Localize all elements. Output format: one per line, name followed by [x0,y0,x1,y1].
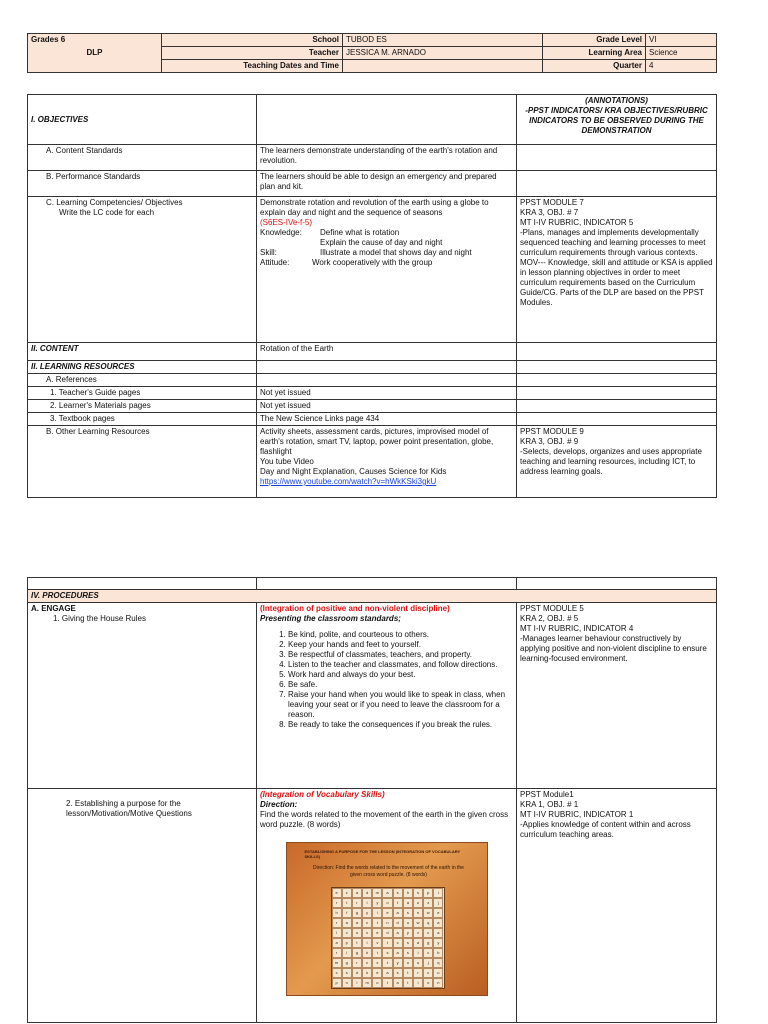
textbook-label: 3. Textbook pages [28,413,257,426]
skill-label: Skill: [260,248,277,257]
puzzle-letter: v [413,928,423,938]
puzzle-letter: p [423,888,433,898]
procedures-table [27,577,717,1023]
objectives-blank [257,95,517,145]
puzzle-letter: r [332,948,342,958]
puzzle-letter: s [342,968,352,978]
puzzle-letter: a [403,898,413,908]
puzzle-letter: a [352,918,362,928]
puzzle-letter: r [332,918,342,928]
puzzle-letter: c [362,958,372,968]
quarter-label: Quarter [543,60,646,73]
performance-standards-annotation [517,171,717,197]
puzzle-letter: a [393,908,403,918]
puzzle-letter: n [382,918,392,928]
puzzle-letter: t [342,898,352,908]
puzzle-letter: m [362,978,372,988]
lc-annotation-line: MOV--- Knowledge, skill and attitude or KSA is applied in lesson planning objectives in order to meet curriculum requirements based on the Curriculum Guide/CG. Parts of the DLP are based on the PPST Modules. [520,258,713,307]
puzzle-letter: p [332,978,342,988]
objectives-title: I. OBJECTIVES [28,95,257,145]
procedures-blank-2 [257,578,517,590]
puzzle-letter: s [413,888,423,898]
puzzle-letter: c [423,968,433,978]
puzzle-letter: r [352,958,362,968]
puzzle-letter: d [362,888,372,898]
puzzle-letter: m [332,958,342,968]
puzzle-letter: r [332,898,342,908]
crossword-puzzle-image [286,842,488,996]
textbook-value: The New Science Links page 434 [257,413,517,426]
puzzle-letter: h [332,908,342,918]
rules-annotation-line: KRA 2, OBJ. # 5 [520,614,579,623]
puzzle-letter: h [362,948,372,958]
puzzle-letter: l [372,908,382,918]
puzzle-letter: s [403,908,413,918]
puzzle-letter: z [423,898,433,908]
purpose-annotation-line: PPST Module1 [520,790,574,799]
puzzle-letter: n [413,908,423,918]
puzzle-letter: o [423,978,433,988]
puzzle-letter: x [372,958,382,968]
integration-vocabulary: (Integration of Vocabulary Skills) [260,790,385,799]
puzzle-letter: g [423,938,433,948]
performance-standards-text: The learners should be able to design an emergency and prepared plan and kit. [257,171,517,197]
knowledge-text-1: Define what is rotation [320,228,400,237]
content-standards-label: A. Content Standards [28,145,257,171]
objectives-table [27,94,717,498]
puzzle-letter: j [423,958,433,968]
lc-annotation [517,197,717,343]
puzzle-letter: g [352,948,362,958]
learning-area-value: Science [646,47,717,60]
video-title: Day and Night Explanation, Causes Science for Kids [260,467,447,476]
list-item: 2. Keep your hands and feet to yourself. [288,640,513,650]
puzzle-letter: b [433,948,443,958]
knowledge-label: Knowledge: [260,228,302,237]
puzzle-letter: e [372,928,382,938]
puzzle-letter: t [393,898,403,908]
resources-annotation-blank [517,361,717,374]
puzzle-letter: a [382,968,392,978]
puzzle-letter: g [342,958,352,968]
puzzle-letter: p [342,938,352,948]
purpose-annotation [517,789,717,1023]
engage-label: A. ENGAGE [31,604,76,613]
annotations-header [517,95,717,145]
house-rules-label: 1. Giving the House Rules [53,614,146,623]
puzzle-letter: a [382,888,392,898]
puzzle-letter: t [382,958,392,968]
other-resources-label: B. Other Learning Resources [28,426,257,498]
learners-materials-label: 2. Learner's Materials pages [28,400,257,413]
content-text: Rotation of the Earth [257,343,517,361]
puzzle-letter: y [372,898,382,908]
puzzle-letter: l [332,928,342,938]
puzzle-letter: w [413,918,423,928]
rules-list [260,630,513,730]
list-item: 7. Raise your hand when you would like to speak in class, when leaving your seat or if you need to leave the classroom for a reason. [288,690,513,720]
puzzle-letter: w [423,908,433,918]
puzzle-letter: e [332,888,342,898]
teacher-value: JESSICA M. ARNADO [343,47,543,60]
annotations-title: (ANNOTATIONS) [585,96,648,105]
direction-label: Direction: [260,800,298,809]
list-item: 4. Listen to the teacher and classmates, and follow directions. [288,660,513,670]
video-link[interactable]: https://www.youtube.com/watch?v=hWkKSki3gkU [260,477,437,486]
puzzle-letter: a [342,918,352,928]
puzzle-letter: k [362,968,372,978]
list-item: 3. Be respectful of classmates, teachers, and property. [288,650,513,660]
teachers-guide-annotation [517,387,717,400]
puzzle-letter: g [352,908,362,918]
integration-discipline: (Integration of positive and non-violent discipline) [260,604,450,613]
puzzle-letter: t [382,938,392,948]
rules-annotation-line: -Manages learner behaviour constructively by applying positive and non-violent discipline to ensure learning-focused environment. [520,634,707,663]
puzzle-letter: e [382,908,392,918]
puzzle-letter: d [352,968,362,978]
list-item: 6. Be safe. [288,680,513,690]
puzzle-letter: c [362,918,372,928]
lc-code: (S6ES-IVe-f-5) [260,218,313,227]
quarter-value: 4 [646,60,717,73]
other-resources-list: Activity sheets, assessment cards, pictures, improvised model of earth's rotation, smart TV, laptop, power point presentation, globe, flashlight [260,427,494,456]
purpose-annotation-line: -Applies knowledge of content within and across curriculum teaching areas. [520,820,691,839]
puzzle-letter: c [332,968,342,978]
learning-area-label: Learning Area [543,47,646,60]
header-blank-cell [28,60,162,73]
purpose-cell [28,789,257,1023]
puzzle-letter: n [342,978,352,988]
lc-description: Demonstrate rotation and revolution of the earth using a globe to explain day and night and the sequence of seasons [260,198,489,217]
puzzle-letter: o [372,978,382,988]
puzzle-letter: t [403,978,413,988]
puzzle-letter: f [342,908,352,918]
grades-cell: Grades 6 [28,34,162,47]
puzzle-letter: s [403,948,413,958]
puzzle-letter: m [372,888,382,898]
lc-label-line2: Write the LC code for each [59,208,155,217]
purpose-content [257,789,517,1023]
puzzle-letter: c [423,928,433,938]
resources-blank [257,361,517,374]
content-standards-annotation [517,145,717,171]
puzzle-letter: x [362,928,372,938]
puzzle-letter: z [342,888,352,898]
knowledge-row [260,228,513,238]
puzzle-letter: v [342,928,352,938]
puzzle-letter: o [403,958,413,968]
puzzle-letter: a [393,948,403,958]
learning-competencies-label [28,197,257,343]
references-blank [257,374,517,387]
puzzle-letter: d [393,918,403,928]
grade-level-value: VI [646,34,717,47]
puzzle-letter: c [393,938,403,948]
puzzle-letter: y [433,938,443,948]
puzzle-letter: q [423,918,433,928]
puzzle-letter: u [403,918,413,928]
puzzle-letter: i [413,978,423,988]
puzzle-letter: a [433,918,443,928]
puzzle-letter: d [382,928,392,938]
puzzle-letter: q [433,958,443,968]
lc-annotation-line: -Plans, manages and implements developmentally sequenced teaching and learning processes to meet curriculum requirements through various contexts. [520,228,706,257]
puzzle-grid [331,887,445,989]
attitude-row [260,258,513,268]
other-resources-text [257,426,517,498]
puzzle-letter: i [352,978,362,988]
dates-label: Teaching Dates and Time [162,60,343,73]
list-item: 5. Work hard and always do your best. [288,670,513,680]
puzzle-letter: u [433,968,443,978]
lc-annotation-line: MT I-IV RUBRIC, INDICATOR 5 [520,218,634,227]
puzzle-letter: e [372,968,382,978]
resources-annotation-line: KRA 3, OBJ. # 9 [520,437,579,446]
lc-annotation-line: PPST MODULE 7 [520,198,584,207]
teachers-guide-label: 1. Teacher's Guide pages [28,387,257,400]
teachers-guide-value: Not yet issued [257,387,517,400]
content-annotation [517,343,717,361]
rules-annotation-line: PPST MODULE 5 [520,604,584,613]
puzzle-letter: s [393,968,403,978]
puzzle-letter: t [382,978,392,988]
puzzle-direction: Direction: Find the words related to the movement of the earth in the given cross word puzzle. (8 words) [313,865,464,878]
learners-materials-annotation [517,400,717,413]
resources-annotation-line: PPST MODULE 9 [520,427,584,436]
rules-annotation [517,603,717,789]
skill-row [260,248,513,258]
puzzle-title: ESTABLISHING A PURPOSE FOR THE LESSON (INTEGRATION OF VOCABULARY SKILLS) [304,849,461,859]
puzzle-letter: s [403,938,413,948]
puzzle-letter: r [413,968,423,978]
list-item: 8. Be ready to take the consequences if you break the rules. [288,720,513,730]
puzzle-letter: c [423,948,433,958]
puzzle-letter: s [382,948,392,958]
teacher-label: Teacher [162,47,343,60]
puzzle-letter: a [332,938,342,948]
performance-standards-label: B. Performance Standards [28,171,257,197]
puzzle-letter: r [352,898,362,908]
puzzle-letter: n [433,978,443,988]
content-standards-text: The learners demonstrate understanding of the earth's rotation and revolution. [257,145,517,171]
puzzle-letter: v [372,938,382,948]
purpose-annotation-line: KRA 1, OBJ. # 1 [520,800,579,809]
puzzle-letter: o [382,898,392,908]
puzzle-letter: t [403,968,413,978]
puzzle-letter: a [413,938,423,948]
puzzle-letter: a [393,928,403,938]
puzzle-letter: s [393,888,403,898]
puzzle-letter: e [433,908,443,918]
puzzle-letter: u [413,958,423,968]
puzzle-letter: o [352,928,362,938]
content-title: II. CONTENT [28,343,257,361]
school-value: TUBOD ES [343,34,543,47]
references-annotation-blank [517,374,717,387]
puzzle-letter: i [362,938,372,948]
attitude-text: Work cooperatively with the group [312,258,433,267]
resources-title: II. LEARNING RESOURCES [28,361,257,374]
rules-annotation-line: MT I-IV RUBRIC, INDICATOR 4 [520,624,634,633]
puzzle-letter: a [352,888,362,898]
resources-annotation-line: -Selects, develops, organizes and uses appropriate teaching and learning resources, including ICT, to address learning goals. [520,447,702,476]
puzzle-letter: i [433,888,443,898]
puzzle-letter: y [362,908,372,918]
puzzle-letter: y [403,928,413,938]
attitude-label: Attitude: [260,258,290,267]
school-label: School [162,34,343,47]
references-label: A. References [28,374,257,387]
header-table [27,33,717,73]
puzzle-letter: u [413,898,423,908]
puzzle-letter: a [433,928,443,938]
youtube-label: You tube Video [260,457,314,466]
purpose-annotation-line: MT I-IV RUBRIC, INDICATOR 1 [520,810,634,819]
procedures-blank-1 [28,578,257,590]
puzzle-letter: i [362,898,372,908]
dlp-cell: DLP [28,47,162,60]
learning-competencies-text [257,197,517,343]
annotations-subtitle: -PPST INDICATORS/ KRA OBJECTIVES/RUBRIC INDICATORS TO BE OBSERVED DURING THE DEMONSTRATION [525,106,708,135]
procedures-blank-3 [517,578,717,590]
knowledge-text-2: Explain the cause of day and night [320,238,443,247]
skill-text: Illustrate a model that shows day and night [320,248,472,257]
puzzle-letter: y [393,958,403,968]
learners-materials-value: Not yet issued [257,400,517,413]
puzzle-letter: t [372,918,382,928]
dates-value [343,60,543,73]
puzzle-letter: t [352,938,362,948]
lc-annotation-line: KRA 3, OBJ. # 7 [520,208,579,217]
puzzle-letter: h [403,888,413,898]
puzzle-letter: l [342,948,352,958]
textbook-annotation [517,413,717,426]
list-item: 1. Be kind, polite, and courteous to others. [288,630,513,640]
puzzle-letter: t [372,948,382,958]
puzzle-letter: a [393,978,403,988]
direction-text: Find the words related to the movement of the earth in the given cross word puzzle. (8 words) [260,810,509,829]
lc-label-line1: C. Learning Competencies/ Objectives [46,198,183,207]
purpose-label: 2. Establishing a purpose for the lesson/Motivation/Motive Questions [66,799,192,818]
engage-cell [28,603,257,789]
house-rules-content [257,603,517,789]
other-resources-annotation [517,426,717,498]
procedures-title: IV. PROCEDURES [28,590,717,603]
puzzle-letter: j [433,898,443,908]
grade-level-label: Grade Level [543,34,646,47]
puzzle-letter: i [413,948,423,958]
presenting-standards: Presenting the classroom standards; [260,614,401,623]
